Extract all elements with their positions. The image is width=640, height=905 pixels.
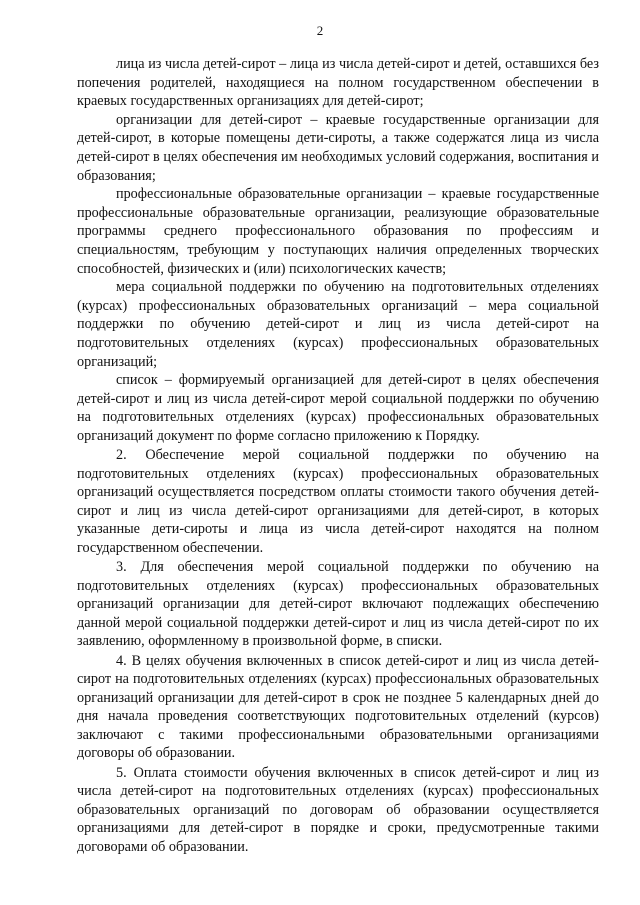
paragraph-definition-support-measure: мера социальной поддержки по обучению на подготовительных отделениях (курсах) профессиональных образовательных организаций – мера социальной поддержки по обучению детей-сирот и лиц из числа детей-сирот на подготовительных отделениях (курсах) профессиональных образовательных организаций;	[77, 279, 599, 370]
paragraph-item-2: 2. Обеспечение мерой социальной поддержки по обучению на подготовительных отделениях (курсах) профессиональных образовательных организаций осуществляется посредством оплаты стоимости такого обучения детей-сирот и лиц из числа детей-сирот организациями для детей-сирот, в которых указанные дети-сироты и лица из числа детей-сирот находятся на полном государственном обеспечении.	[77, 446, 599, 556]
paragraph-definition-orphan-organizations: организации для детей-сирот – краевые государственные организации для детей-сирот, в которые помещены дети-сироты, а также содержатся лица из числа детей-сирот в целях обеспечения им необходимых условий содержания, воспитания и образования;	[77, 111, 599, 184]
paragraph-definition-professional-organizations: профессиональные образовательные организации – краевые государственные профессиональные образовательные организации, реализующие образовательные программы среднего профессионального образования по профессиям и специальностям, требующим у поступающих наличия определенных творческих способностей, физических и (или) психологических качеств;	[77, 186, 599, 277]
paragraph-item-4: 4. В целях обучения включенных в список детей-сирот и лиц из числа детей-сирот на подготовительных отделениях (курсах) профессиональных образовательных организаций организации для детей-сирот в срок не позднее 5 календарных дней до дня начала проведения соответствующих подготовительных отделений (курсов) заключают с такими профессиональными образовательными организациями договоры об образовании.	[77, 652, 599, 762]
document-body	[77, 55, 599, 857]
paragraph-definition-orphan-graduates: лица из числа детей-сирот – лица из числа детей-сирот и детей, оставшихся без попечения родителей, находящиеся на полном государственном обеспечении в краевых государственных организациях для детей-сирот;	[77, 56, 599, 110]
page-number: 2	[316, 23, 324, 38]
paragraph-item-3: 3. Для обеспечения мерой социальной поддержки по обучению на подготовительных отделениях (курсах) профессиональных образовательных организаций организации для детей-сирот включают подлежащих обеспечению данной мерой социальной поддержки детей-сирот и лиц из числа детей-сирот по их заявлению, оформленному в произвольной форме, в списки.	[77, 559, 599, 650]
paragraph-definition-list: список – формируемый организацией для детей-сирот в целях обеспечения детей-сирот и лиц из числа детей-сирот мерой социальной поддержки по обучению на подготовительных отделениях (курсах) профессиональных образовательных организаций документ по форме согласно приложению к Порядку.	[77, 372, 599, 444]
paragraph-item-5: 5. Оплата стоимости обучения включенных в список детей-сирот и лиц из числа детей-сирот на подготовительных отделениях (курсах) профессиональных образовательных организаций по договорам об образовании осуществляется организациями для детей-сирот в порядке и сроки, предусмотренные такими договорами об образовании.	[77, 764, 599, 855]
